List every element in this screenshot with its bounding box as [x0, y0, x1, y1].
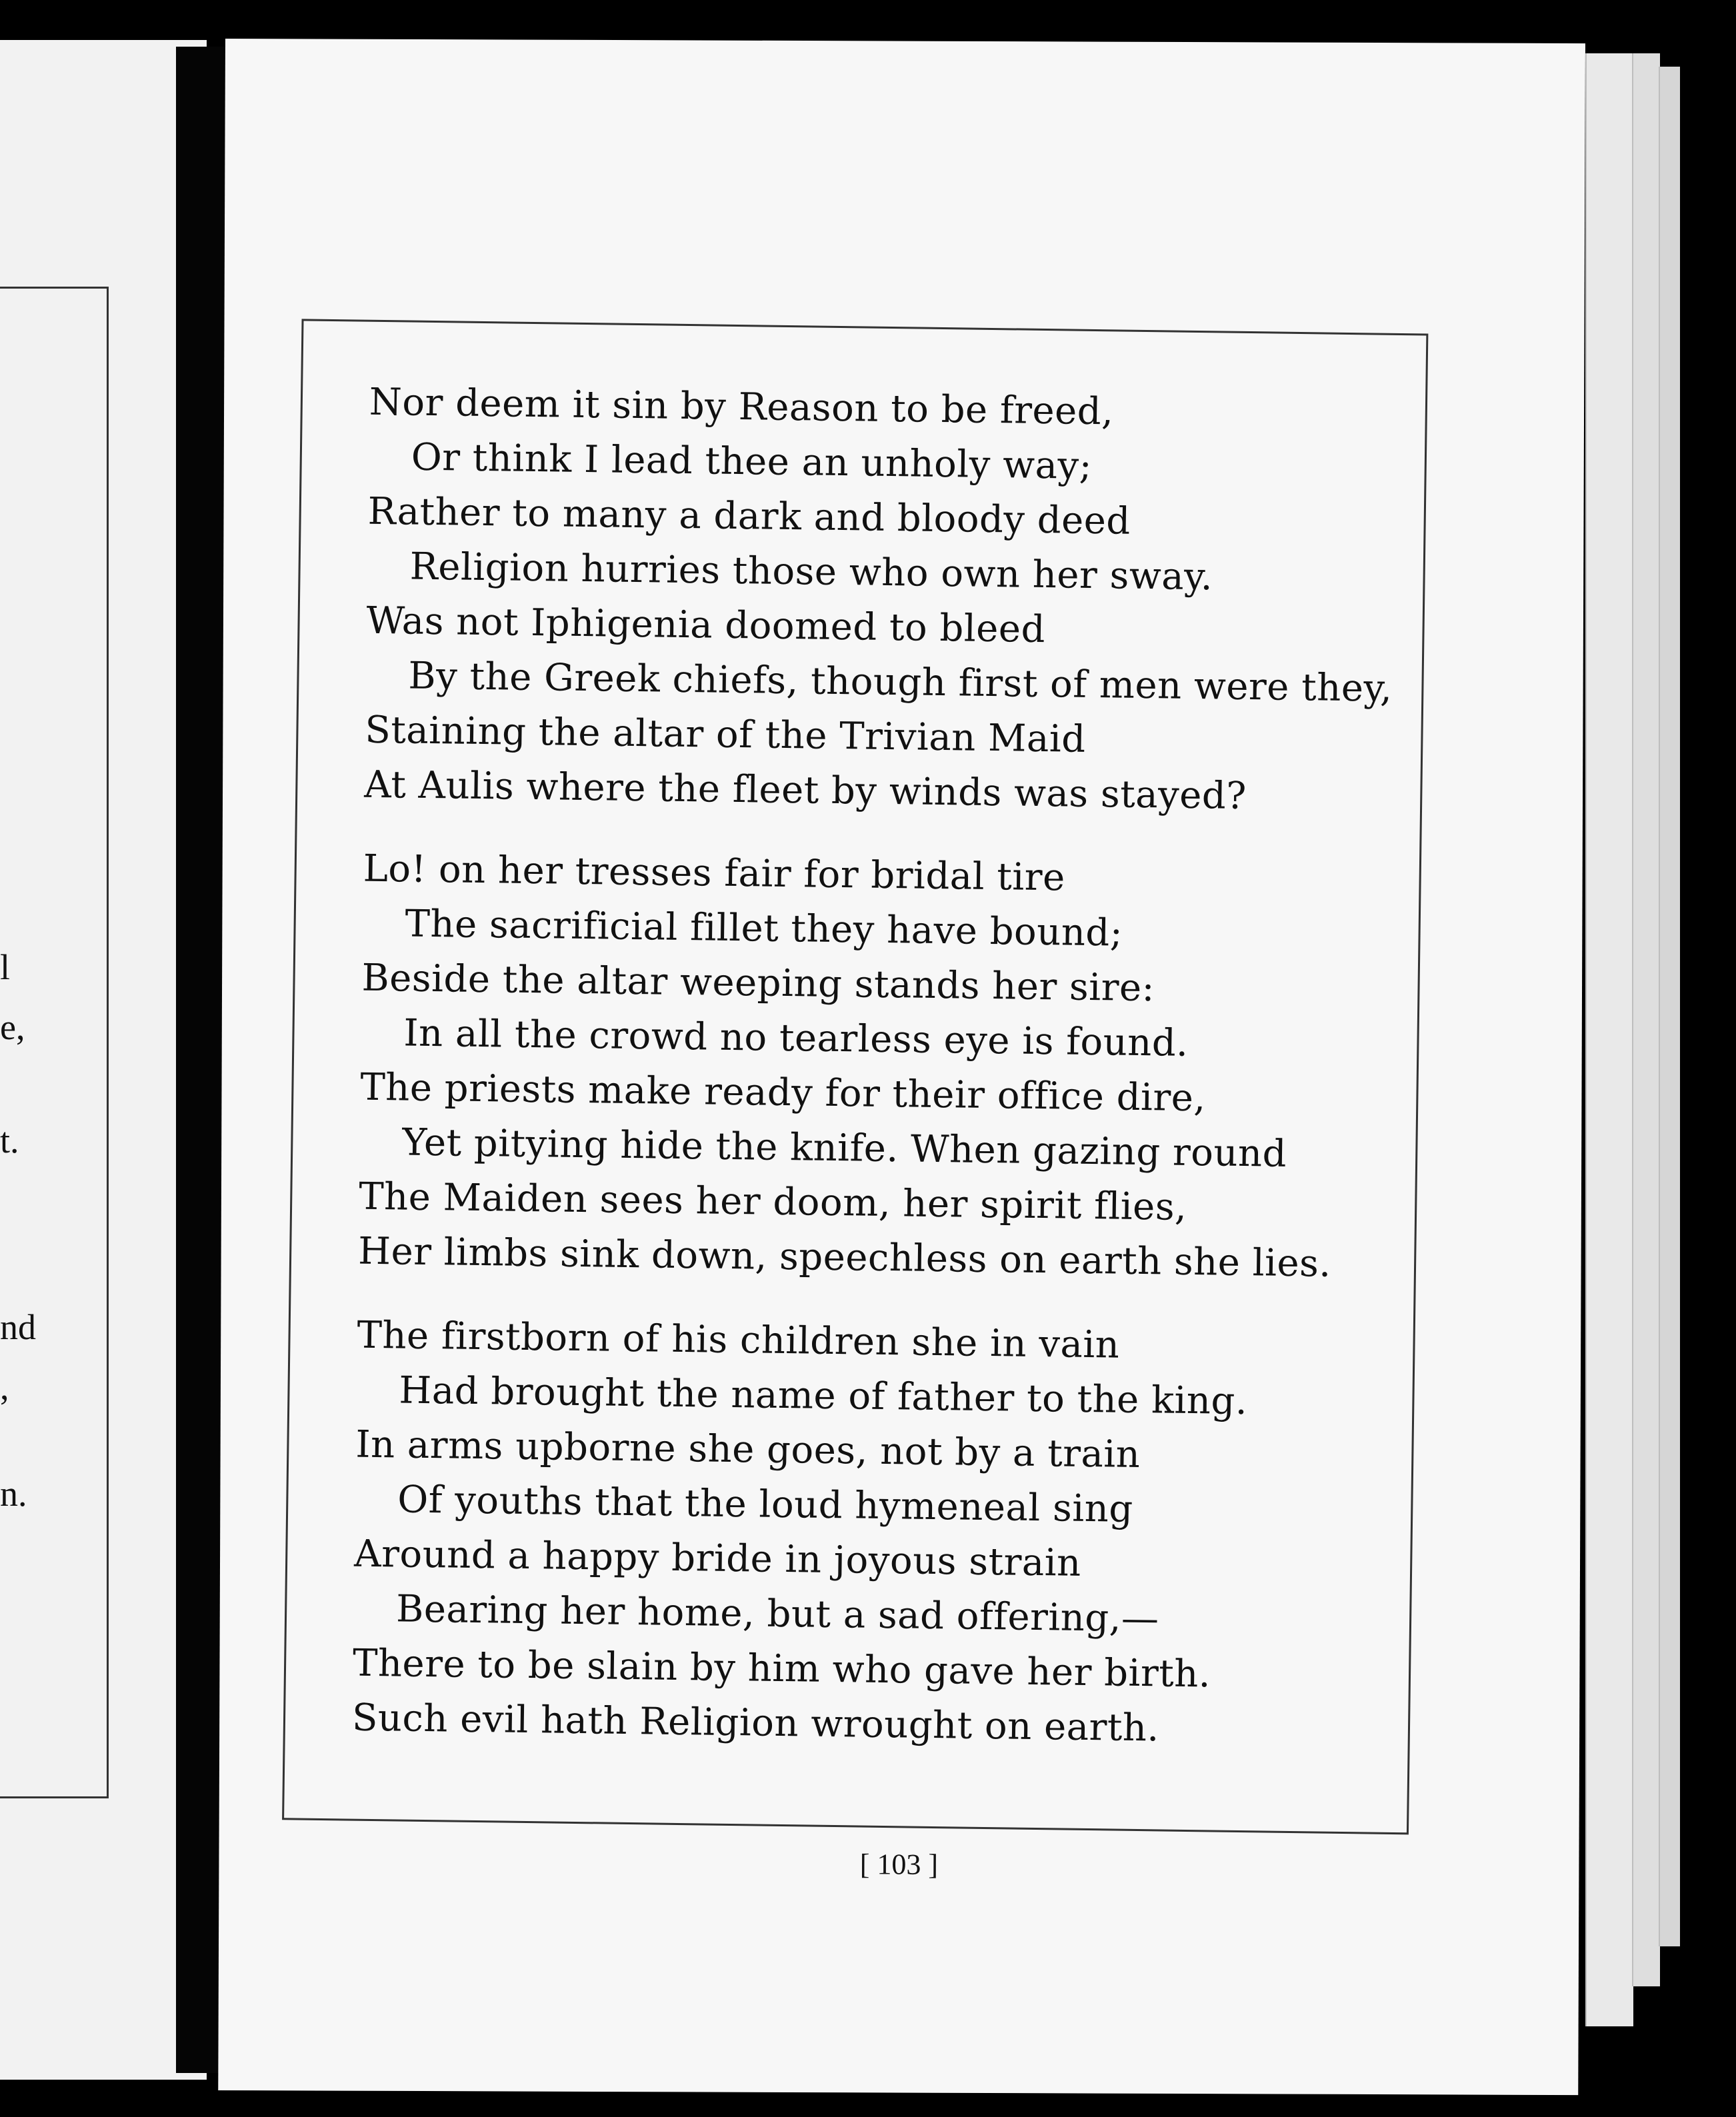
poem-line: There to be slain by him who gave her birth.: [352, 1641, 1211, 1696]
poem-line: Around a happy bride in joyous strain: [353, 1532, 1082, 1585]
poem-line: Religion hurries those who own her sway.: [409, 545, 1213, 599]
page-edge: [1585, 53, 1633, 2026]
left-page-fragment: ,: [0, 1367, 9, 1407]
poem-line: Or think I lead thee an unholy way;: [411, 435, 1093, 488]
right-page: [218, 39, 1585, 2095]
poem-line: The firstborn of his children she in vain: [357, 1313, 1120, 1367]
page-number: [ 103 ]: [859, 1848, 939, 1881]
left-page-fragment: t.: [0, 1120, 19, 1160]
poem-line: Beside the altar weeping stands her sire:: [361, 956, 1155, 1011]
page-edge: [1632, 53, 1660, 1986]
stanza: [358, 842, 1337, 1292]
poem-line: In all the crowd no tearless eye is found.: [403, 1011, 1189, 1065]
stanza: [364, 375, 1396, 826]
poem-line: The priests make ready for their office dire,: [360, 1065, 1207, 1120]
poem-line: Lo! on her tresses fair for bridal tire: [363, 847, 1066, 900]
poem-line: By the Greek chiefs, though first of men were they,: [408, 654, 1393, 711]
left-page-fragment: l: [0, 947, 11, 987]
left-page-fragment: e,: [0, 1007, 25, 1047]
poem-line: Rather to many a dark and bloody deed: [367, 489, 1131, 543]
poem-line: Her limbs sink down, speechless on earth she lies.: [357, 1229, 1332, 1286]
left-page-fragment: nd: [0, 1307, 36, 1347]
poem-line: Staining the altar of the Trivian Maid: [365, 708, 1087, 761]
poem-line: The sacrificial fillet they have bound;: [405, 902, 1123, 955]
poem-line: Such evil hath Religion wrought on earth.: [351, 1696, 1160, 1750]
poem-line: Had brought the name of father to the king.: [399, 1368, 1248, 1424]
poem-line: Yet pitying hide the knife. When gazing round: [401, 1120, 1287, 1176]
page-edge: [1659, 67, 1680, 1946]
stanza: [352, 1308, 1249, 1757]
poem-line: Of youths that the loud hymeneal sing: [397, 1478, 1134, 1531]
poem-line: Was not Iphigenia doomed to bleed: [366, 599, 1046, 652]
poem-line: The Maiden sees her doom, her spirit flies,: [358, 1174, 1187, 1229]
poem-line: In arms upborne she goes, not by a train: [355, 1422, 1141, 1477]
poem-line: Bearing her home, but a sad offering,—: [395, 1587, 1159, 1641]
poem-line: Nor deem it sin by Reason to be freed,: [369, 380, 1114, 434]
poem-frame: [282, 319, 1428, 1834]
poem-line: At Aulis where the fleet by winds was stayed?: [363, 763, 1247, 819]
left-page-fragment: n.: [0, 1474, 27, 1514]
